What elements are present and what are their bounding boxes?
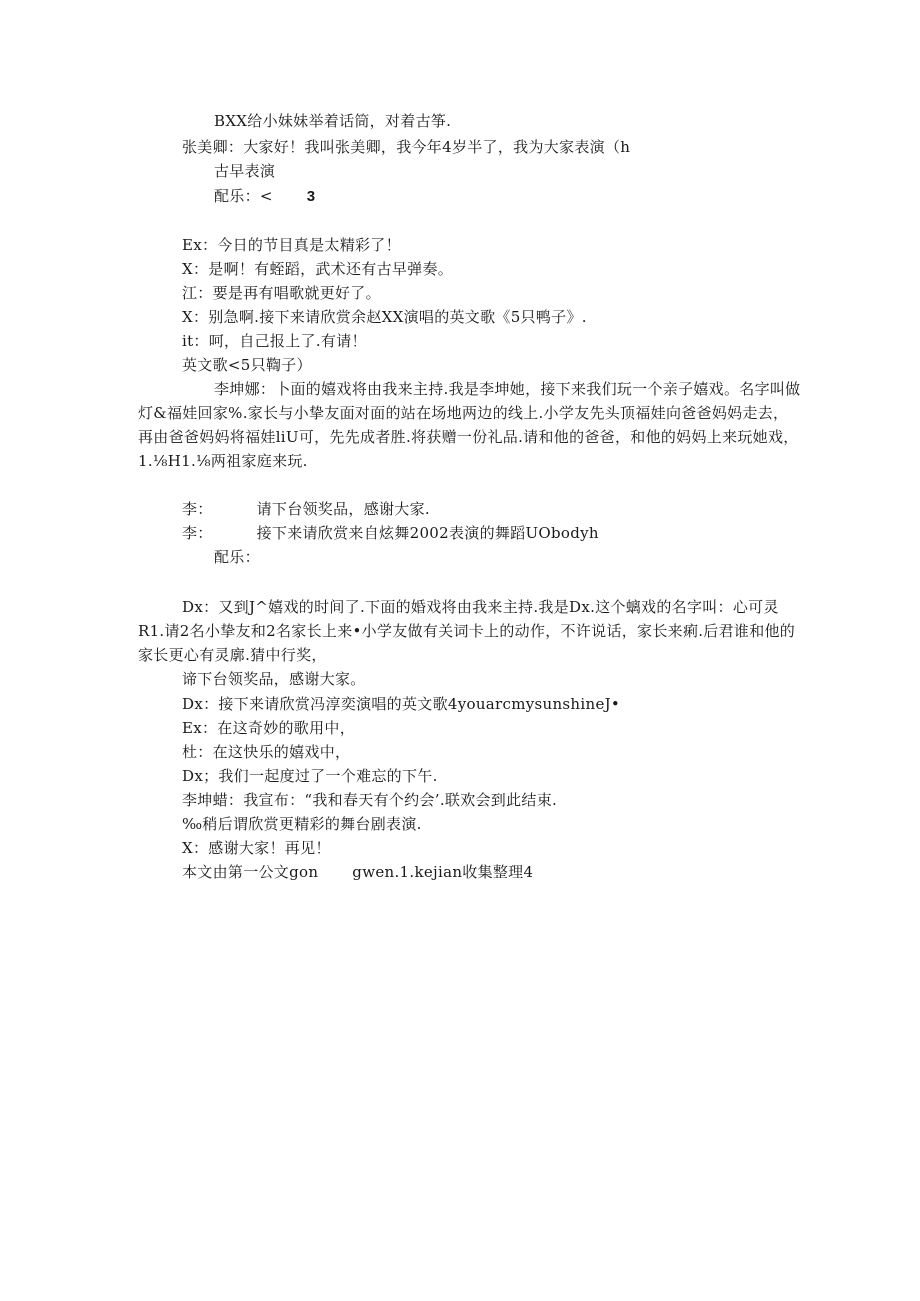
text-line: X：别急啊.接下来请欣赏余赵XX演唱的英文歌《5只鸭子》. [182, 308, 587, 326]
text-line: X：感谢大家！再见！ [182, 839, 331, 857]
text-line: 1.⅛H1.⅛两祖家庭来玩. [138, 452, 308, 470]
text-line: 配乐： [214, 548, 260, 566]
text-line: Ex：今日的节目真是太精彩了！ [182, 236, 401, 254]
footer-text-part1: 本文由第一公文gon [182, 863, 319, 881]
text-line: 谛下台领奖品，感谢大家。 [182, 670, 366, 688]
text-line [214, 186, 315, 207]
text-line: 古早表演 [214, 162, 276, 180]
text-line: Dx；我们一起度过了一个难忘的下午. [182, 767, 438, 785]
speaker-label: 李： [182, 500, 213, 518]
text-line [182, 499, 430, 519]
text-line: Dx：又到J^嬉戏的时间了.下面的婚戏将由我来主持.我是Dx.这个螭戏的名字叫：心可灵 [182, 598, 779, 616]
text-line: X：是啊！有蛭蹈，武术还有古早弹奏。 [182, 260, 454, 278]
text-line [182, 523, 599, 543]
text-line: 灯&福娃回家%.家长与小挚友面对面的站在场地两边的线上.小学友先头顶福娃向爸爸妈妈走去， [138, 404, 789, 422]
text-line: ‰稍后谓欣赏更精彩的舞台剧表演. [182, 815, 422, 833]
text-line: 李坤娜：卜面的嬉戏将由我来主持.我是李坤她，接下来我们玩一个亲子嬉戏。名字叫做 [214, 380, 801, 398]
text-line: Ex：在这奇妙的歌用中， [182, 719, 356, 737]
footer-text-part2: gwen.1.kejian收集整理4 [352, 863, 534, 881]
text-line: 李坤蜡：我宣布：“我和春天有个约会’.联欢会到此结束. [182, 791, 558, 809]
line-text: 请下台领奖品，感谢大家. [256, 500, 430, 518]
speaker-label: 李： [182, 524, 213, 542]
text-line: it：呵，自己报上了.有请！ [182, 332, 367, 350]
music-label: 配乐：< [214, 187, 273, 205]
music-number: 3 [306, 188, 316, 205]
text-line: 再由爸爸妈妈将福娃liU可，先先成者胜.将获赠一份礼品.请和他的爸爸，和他的妈妈上来玩她戏， [138, 428, 799, 446]
text-line: 杜：在这快乐的嬉戏中， [182, 743, 351, 761]
text-line: 张美卿：大家好！我叫张美卿，我今年4岁半了，我为大家表演（h [182, 138, 631, 156]
text-line: R1.请2名小挚友和2名家长上来•小学友做有关词卡上的动作，不许说话，家长来痢.后君谁和他的 [138, 622, 796, 640]
line-text: 接下来请欣赏来自炫舞2002表演的舞蹈UObodyh [256, 524, 599, 542]
text-line: Dx：接下来请欣赏冯淳奕演唱的英文歌4youarcmysunshineJ• [182, 695, 621, 713]
text-line: 江：要是再有唱歌就更好了。 [182, 284, 381, 302]
text-line: 英文歌<5只鞫子） [182, 356, 312, 374]
text-line: 家长更心有灵廓.猜中行奖， [138, 646, 327, 664]
text-line [182, 862, 533, 882]
text-line: BXX给小妹妹举着话筒，对着古筝. [214, 112, 452, 130]
